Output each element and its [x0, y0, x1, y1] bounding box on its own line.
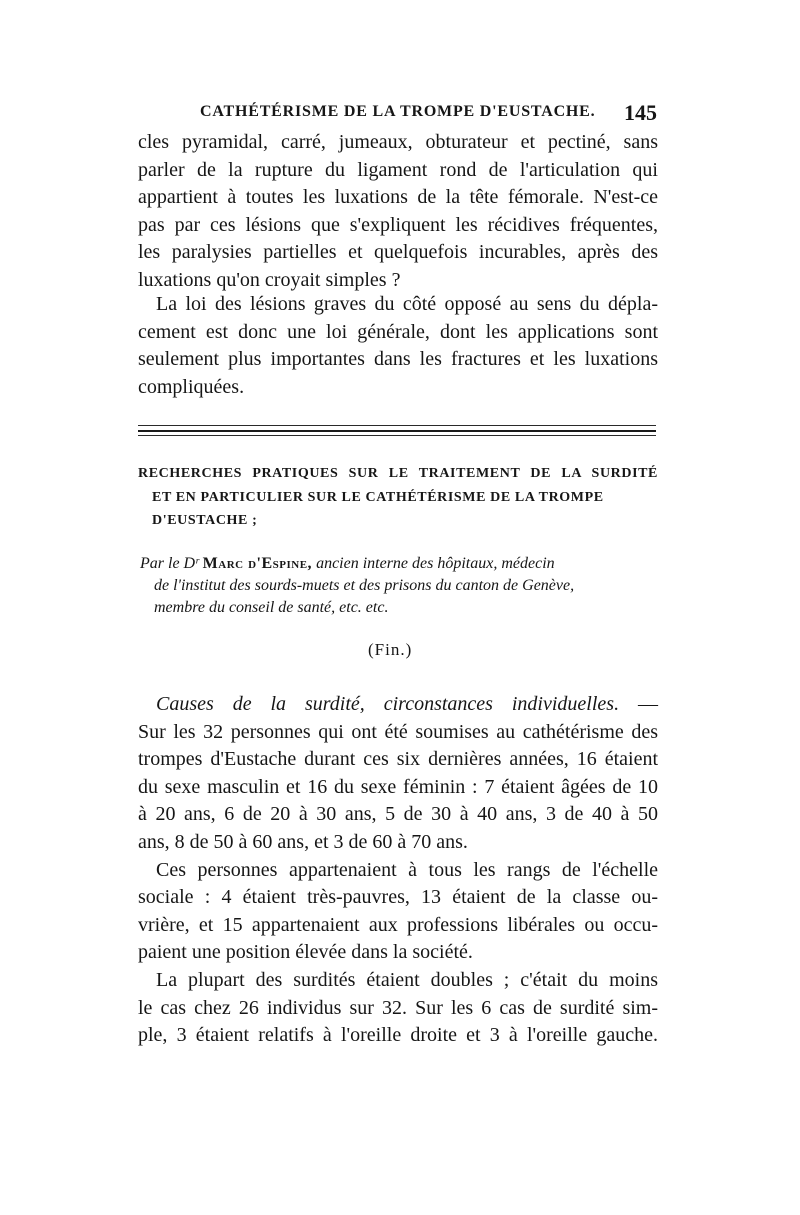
running-title: CATHÉTÉRISME DE LA TROMPE D'EUSTACHE. [200, 103, 596, 120]
article-title-line: ET EN PARTICULIER SUR LE CATHÉTÉRISME DE LA TROMPE [152, 489, 604, 505]
text-line: La plupart des surdités étaient doubles ; c'était du moins [156, 968, 658, 991]
fin-marker: (Fin.) [368, 640, 413, 659]
text-line: compliquées. [138, 375, 245, 398]
section-title: Causes de la surdité, circonstances individuelles. [156, 693, 620, 715]
text-line: trompes d'Eustache durant ces six dernières années, 16 étaient [138, 748, 658, 771]
text-line: cles pyramidal, carré, jumeaux, obturateur et pectiné, sans [138, 131, 658, 153]
conclusion-paragraph [138, 291, 658, 401]
byline-prefix: Par le Dʳ [140, 555, 199, 572]
text-line: les paralysies partielles et quelquefois incurables, après des [138, 241, 658, 264]
text-line: ple, 3 étaient relatifs à l'oreille droite et 3 à l'oreille gauche. [138, 1024, 658, 1047]
text-line: seulement plus importantes dans les fractures et les luxations [138, 348, 658, 371]
separator-rule [138, 435, 656, 436]
text-line: sociale : 4 étaient très-pauvres, 13 étaient de la classe ou- [138, 886, 658, 909]
separator-rule [138, 430, 656, 432]
text-line: La loi des lésions graves du côté opposé au sens du dépla- [156, 293, 658, 315]
text-line: Ces personnes appartenaient à tous les rangs de l'échelle [156, 858, 658, 881]
byline-line: membre du conseil de santé, etc. etc. [154, 599, 389, 616]
section-dash: — [619, 693, 658, 715]
separator-rule [138, 425, 656, 426]
text-line: cement est donc une loi générale, dont les applications sont [138, 320, 658, 343]
article-title-line: RECHERCHES PRATIQUES SUR LE TRAITEMENT DE LA SURDITÉ [138, 466, 658, 481]
text-line: à 20 ans, 6 de 20 à 30 ans, 5 de 30 à 40 ans, 3 de 40 à 50 [138, 803, 658, 826]
text-line: luxations qu'on croyait simples ? [138, 268, 401, 291]
text-line: du sexe masculin et 16 du sexe féminin : 7 étaient âgées de 10 [138, 775, 658, 798]
byline-rest: ancien interne des hôpitaux, médecin [316, 555, 555, 572]
page-number: 145 [624, 100, 657, 125]
text-line: appartient à toutes les luxations de la tête fémorale. N'est-ce [138, 186, 658, 209]
text-line: paient une position élevée dans la société. [138, 941, 473, 964]
text-line: vrière, et 15 appartenaient aux professions libérales ou occu- [138, 913, 658, 936]
article-title [138, 462, 658, 533]
continued-text [138, 129, 658, 295]
text-line: parler de la rupture du ligament rond de l'articulation qui [138, 158, 658, 181]
running-head [200, 100, 657, 124]
section-body [138, 691, 658, 1050]
author-byline [140, 553, 660, 619]
section-heading-line [138, 691, 658, 719]
text-line: ans, 8 de 50 à 60 ans, et 3 de 60 à 70 ans. [138, 830, 468, 853]
author-name: Marc d'Espine, [202, 555, 313, 572]
byline-line [140, 553, 660, 575]
byline-line: de l'institut des sourds-muets et des prisons du canton de Genève, [154, 577, 575, 594]
text-line: pas par ces lésions que s'expliquent les récidives fréquentes, [138, 213, 658, 236]
article-title-line: D'EUSTACHE ; [152, 513, 258, 528]
text-line: le cas chez 26 individus sur 32. Sur les 6 cas de surdité sim- [138, 996, 658, 1019]
text-line: Sur les 32 personnes qui ont été soumises au cathétérisme des [138, 720, 658, 743]
